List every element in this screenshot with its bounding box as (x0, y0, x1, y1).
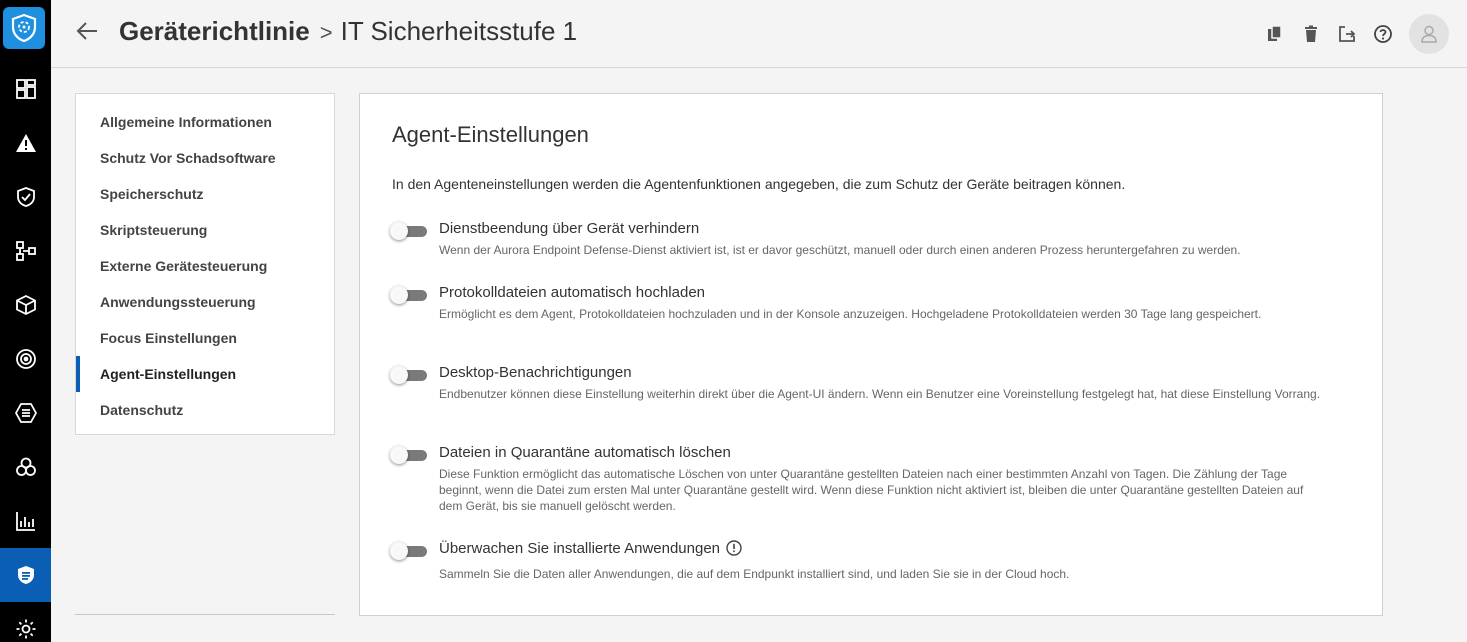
setting-title (439, 540, 742, 560)
menu-item-skriptsteuerung[interactable]: Skriptsteuerung (100, 222, 208, 238)
setting-title: Protokolldateien automatisch hochladen (439, 284, 706, 301)
menu-item-speicherschutz[interactable]: Speicherschutz (100, 186, 204, 202)
settings-panel (359, 93, 1383, 616)
setting-title: Dienstbeendung über Gerät verhindern (439, 220, 700, 237)
setting-description: Endbenutzer können diese Einstellung weiterhin direkt über die Agent-UI ändern. Wenn ein Benutzer eine Voreinstellung festgelegt hat, hat diese Einstellung Vorrang. (439, 387, 1321, 401)
section-intro: In den Agenteneinstellungen werden die Agentenfunktionen angegeben, die zum Schutz der Geräte beitragen können. (392, 176, 1126, 192)
menu-item-schutz-vor-schadsoftware[interactable]: Schutz Vor Schadsoftware (100, 150, 276, 166)
menu-item-agent-einstellungen[interactable]: Agent-Einstellungen (76, 356, 334, 392)
network-icon[interactable] (0, 224, 51, 278)
toggle-switch[interactable] (390, 222, 428, 240)
setting-description: Sammeln Sie die Daten aller Anwendungen, die auf dem Endpunkt installiert sind, und laden Sie sie in der Cloud hoch. (439, 567, 1070, 581)
dashboard-icon[interactable] (0, 62, 51, 116)
trash-icon[interactable] (1301, 24, 1321, 44)
setting-title: Desktop-Benachrichtigungen (439, 364, 632, 381)
toggle-switch[interactable] (390, 366, 428, 384)
user-avatar-icon[interactable] (1409, 14, 1449, 54)
copy-icon[interactable] (1265, 24, 1285, 44)
page-title: IT Sicherheitsstufe 1 (340, 16, 578, 46)
app-logo-icon[interactable] (3, 7, 45, 49)
chart-icon[interactable] (0, 494, 51, 548)
back-arrow-icon[interactable] (75, 18, 101, 44)
setting-description: Ermöglicht es dem Agent, Protokolldateien hochzuladen und in der Konsole anzuzeigen. Hochgeladene Protokolldateien werden 30 Tage lang gespeichert. (439, 307, 1262, 321)
alert-icon[interactable] (0, 116, 51, 170)
left-nav-rail (0, 0, 51, 642)
menu-item-datenschutz[interactable]: Datenschutz (100, 402, 184, 418)
toggle-switch[interactable] (390, 542, 428, 560)
target-icon[interactable] (0, 332, 51, 386)
menu-item-focus-einstellungen[interactable]: Focus Einstellungen (100, 330, 237, 346)
page-header (51, 0, 1467, 68)
setting-title-text: Überwachen Sie installierte Anwendungen (439, 540, 721, 557)
policy-icon[interactable] (0, 548, 51, 602)
toggle-switch[interactable] (390, 286, 428, 304)
menu-item-allgemeine-informationen[interactable]: Allgemeine Informationen (100, 114, 272, 130)
biohazard-icon[interactable] (0, 440, 51, 494)
breadcrumb-root[interactable]: Geräterichtlinie (119, 16, 310, 46)
info-icon[interactable] (726, 540, 742, 560)
menu-item-anwendungssteuerung[interactable]: Anwendungssteuerung (100, 294, 256, 310)
shield-icon[interactable] (0, 170, 51, 224)
export-icon[interactable] (1337, 24, 1357, 44)
settings-icon[interactable] (0, 602, 51, 642)
breadcrumb-separator: > (319, 20, 333, 45)
setting-description: Diese Funktion ermöglicht das automatische Löschen von unter Quarantäne gestellten Dateien nach einer bestimmten Anzahl von Tagen. Die Zählung der Tage beginnt, wenn die Datei zum ersten Mal unter Quarantäne gestellt wird. Wenn diese Funktion nicht aktiviert ist, bleiben die unter Quarantäne gestellten Dateien auf dem Gerät, bis sie manuell gelöscht werden. (439, 467, 1304, 513)
menu-divider (75, 614, 335, 615)
hexagon-icon[interactable] (0, 386, 51, 440)
toggle-switch[interactable] (390, 446, 428, 464)
setting-description: Wenn der Aurora Endpoint Defense-Dienst aktiviert ist, ist er davor geschützt, manuell oder durch einen anderen Prozess heruntergefahren zu werden. (439, 243, 1241, 257)
breadcrumb (119, 14, 577, 50)
cube-icon[interactable] (0, 278, 51, 332)
help-icon[interactable] (1373, 24, 1393, 44)
policy-section-menu (75, 93, 335, 435)
menu-item-externe-geraetesteuerung[interactable]: Externe Gerätesteuerung (100, 258, 268, 274)
section-title: Agent-Einstellungen (392, 122, 589, 147)
setting-title: Dateien in Quarantäne automatisch löschen (439, 444, 731, 461)
